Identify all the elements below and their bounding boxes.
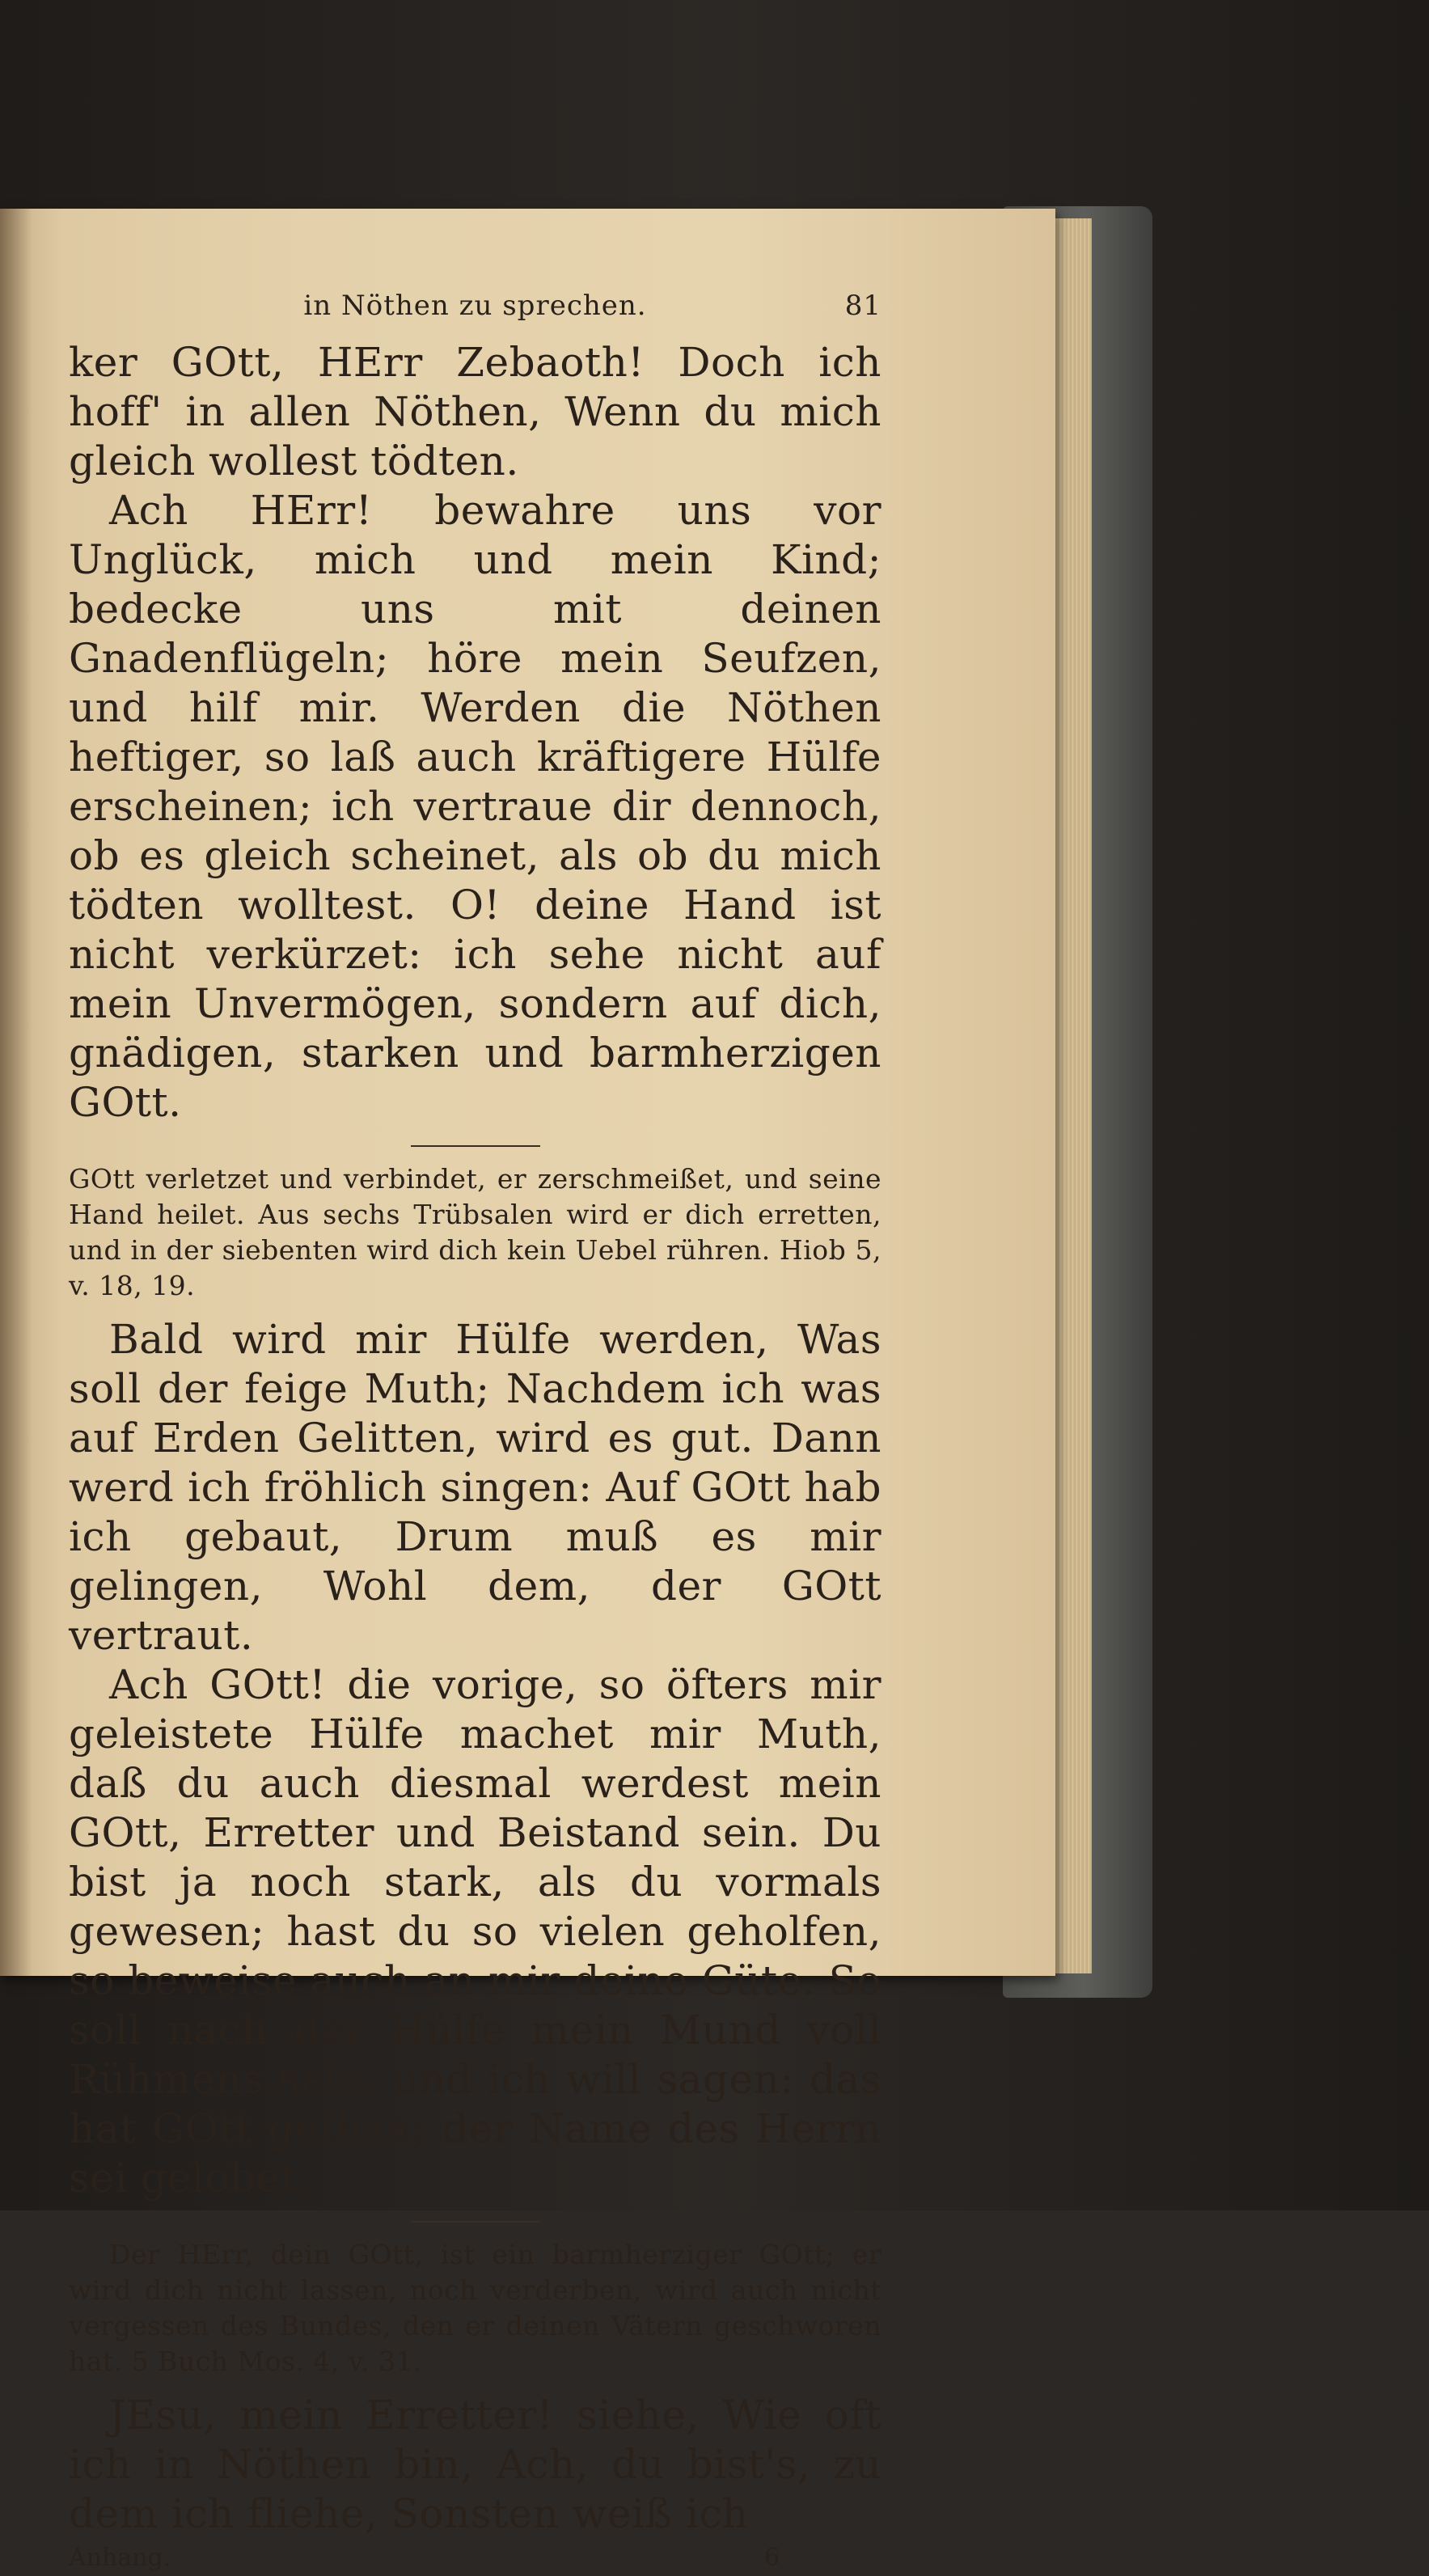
page-content (69, 290, 881, 2576)
hymn-stanza: Bald wird mir Hülfe werden, Was soll der feige Muth; Nachdem ich was auf Erden Gelitten, wird es gut. Dann werd ich fröhlich singen: Auf GOtt hab ich gebaut, Drum muß es mir gelingen, Wohl dem, der GOtt vertraut. (69, 1316, 881, 1659)
paragraph-1: ker GOtt, HErr Zebaoth! Doch ich hoff' in allen Nöthen, Wenn du mich gleich wollest tödten. (69, 339, 881, 484)
closing-stanza: JEsu, mein Erretter! siehe, Wie oft ich in Nöthen bin, Ach, du bist's, zu dem ich fliehe, Sonsten weiß ich (69, 2392, 881, 2537)
signature-number: 6 (764, 2544, 780, 2572)
scripture-verse-2: Der HErr, dein GOtt, ist ein barmherziger GOtt; er wird dich nicht lassen, noch verderben, wird auch nicht vergessen des Bundes, den er deinen Vätern geschworen hat. 5 Buch Mos. 4, v. 31. (69, 2239, 881, 2377)
running-header (69, 290, 881, 330)
page-footer (69, 2544, 881, 2576)
page-number: 81 (844, 290, 881, 322)
paragraph-2: Ach HErr! bewahre uns vor Unglück, mich und mein Kind; bedecke uns mit deinen Gnadenflügeln; höre mein Seufzen, und hilf mir. Werden die Nöthen heftiger, so laß auch kräftigere Hülfe erscheinen; ich vertraue dir dennoch, ob es gleich scheinet, als ob du mich tödten wolltest. O! deine Hand ist nicht verkürzet: ich sehe nicht auf mein Unvermögen, sondern auf dich, gnädigen, starken und barmherzigen GOtt. (69, 487, 881, 1126)
book-page (0, 209, 1055, 2572)
divider-rule (411, 1145, 540, 1147)
running-title: in Nöthen zu sprechen. (303, 290, 647, 322)
signature-mark: Anhang. (69, 2544, 171, 2572)
divider-rule (411, 2221, 540, 2223)
paragraph-3: Ach GOtt! die vorige, so öfters mir geleistete Hülfe machet mir Muth, daß du auch diesmal werdest mein GOtt, Erretter und Beistand sein. Du bist ja noch stark, als du vormals gewesen; hast du so vielen geholfen, so beweise auch an mir deine Güte. So soll nach der Hülfe mein Mund voll Rühmens sein, und ich will sagen: das hat GOtt gethan; der Name des Herrn sei gelobet. (69, 1661, 881, 2202)
scripture-verse-1: GOtt verletzet und verbindet, er zerschmeißet, und seine Hand heilet. Aus sechs Trübsalen wird er dich erretten, und in der siebenten wird dich kein Uebel rühren. Hiob 5, v. 18, 19. (69, 1163, 881, 1301)
